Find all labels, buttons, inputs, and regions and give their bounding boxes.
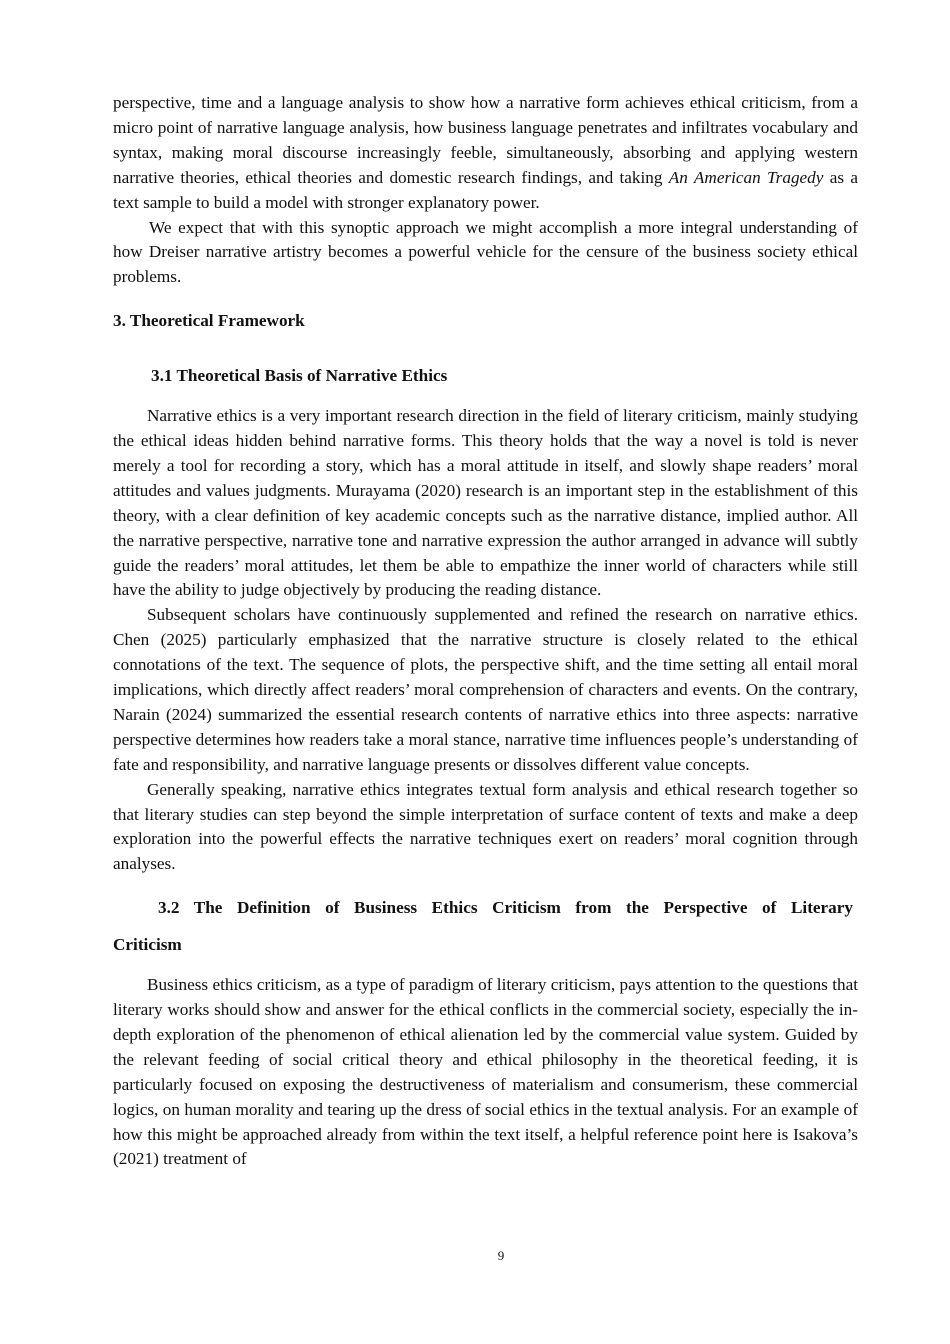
section-heading: 3. Theoretical Framework <box>113 311 305 331</box>
subsection-heading-3-1: 3.1 Theoretical Basis of Narrative Ethics <box>151 366 448 386</box>
paragraph: Subsequent scholars have continuously supplemented and refined the research on narrative ethics. Chen (2025) particularly emphasized that the narrative structure is closely related to the ethical connotations of the text. The sequence of plots, the perspective shift, and the time setting all entail moral implications, which directly affect readers’ moral comprehension of characters and events. On the contrary, Narain (2024) summarized the essential research contents of narrative ethics into three aspects: narrative perspective determines how readers take a moral stance, narrative time influences people’s understanding of fate and responsibility, and narrative language presents or dissolves different value concepts. <box>113 605 858 774</box>
page-number: 9 <box>497 1248 505 1263</box>
book-title: An American Tragedy <box>668 167 824 187</box>
intro-paragraph-1 <box>113 91 858 216</box>
intro-text-after-title: as a text sample to build a model with stronger explanatory power. <box>113 167 858 212</box>
paragraph: Narrative ethics is a very important research direction in the field of literary criticism, mainly studying the ethical ideas hidden behind narrative forms. This theory holds that the way a novel is told is never merely a tool for recording a story, which has a moral attitude in itself, and slowly shape readers’ moral attitudes and values judgments. Murayama (2020) research is an important step in the establishment of this theory, with a clear definition of key academic concepts such as the narrative distance, implied author. All the narrative perspective, narrative tone and narrative expression the author arranged in advance will subtly guide the readers’ moral attitudes, let them be able to empathize the inner world of characters while still have the ability to judge objectively by producing the reading distance. <box>113 406 858 600</box>
subsection-heading-3-2-continued: Criticism <box>113 935 182 955</box>
subsection-3-2-body <box>113 973 858 1172</box>
intro-text-before-title: perspective, time and a language analysis to show how a narrative form achieves ethical criticism, from a micro point of narrative language analysis, how business language penetrates and infiltrates vocabulary and syntax, making moral discourse increasingly feeble, simultaneously, absorbing and applying western narrative theories, ethical theories and domestic research findings, and taking <box>113 93 858 187</box>
paragraph: Business ethics criticism, as a type of paradigm of literary criticism, pays attention to the questions that literary works should show and answer for the ethical conflicts in the commercial society, especially the in-depth exploration of the phenomenon of ethical alienation led by the commercial value system. Guided by the relevant feeding of social critical theory and ethical philosophy in the theoretical feeding, it is particularly focused on exposing the destructiveness of materialism and consumerism, these commercial logics, on human morality and tearing up the dress of social ethics in the textual analysis. For an example of how this might be approached already from within the text itself, a helpful reference point here is Isakova’s (2021) treatment of <box>113 975 858 1169</box>
subsection-heading-3-2: 3.2 The Definition of Business Ethics Criticism from the Perspective of Literary <box>158 898 853 918</box>
page-body <box>113 91 858 1172</box>
intro-paragraph-2: We expect that with this synoptic approach we might accomplish a more integral understanding of how Dreiser narrative artistry becomes a powerful vehicle for the censure of the business society ethical problems. <box>113 217 858 287</box>
subsection-3-1-body <box>113 404 858 877</box>
paragraph: Generally speaking, narrative ethics integrates textual form analysis and ethical research together so that literary studies can step beyond the simple interpretation of surface content of texts and make a deep exploration into the powerful effects the narrative techniques exert on readers’ moral cognition through analyses. <box>113 779 858 874</box>
